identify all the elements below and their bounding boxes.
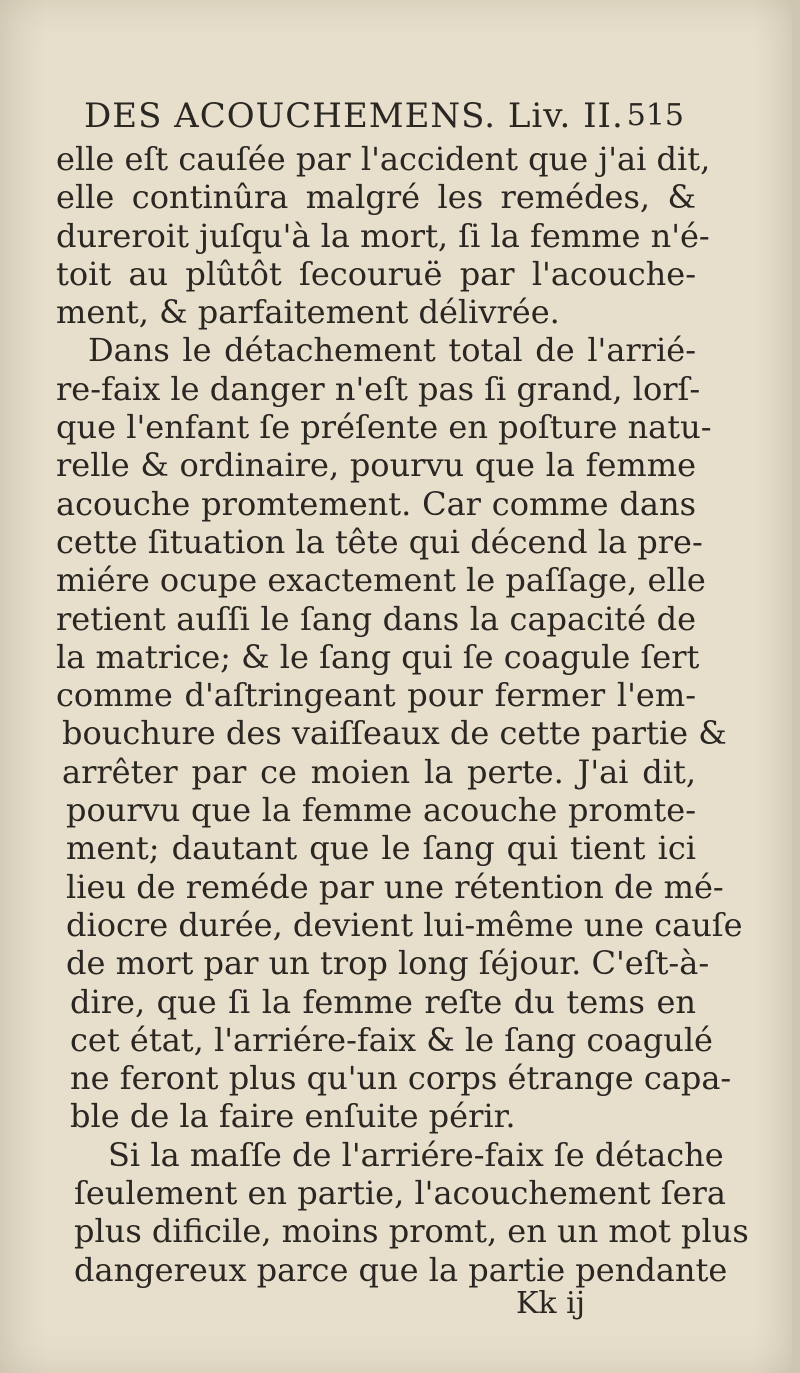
text-line: ment, & parfaitement délivrée. (56, 293, 560, 332)
text-line: elle eſt cauſée par l'accident que j'ai dit, (56, 140, 711, 178)
text-line: retient auſſi le ſang dans la capacité de (56, 599, 696, 638)
text-line: de mort par un trop long ſéjour. C'eſt-à- (66, 944, 710, 983)
text-line: ment; dautant que le ſang qui tient ici (66, 829, 696, 868)
text-line: comme d'aſtringeant pour fermer l'em- (56, 676, 696, 715)
text-line: pourvu que la femme acouche promte- (66, 791, 696, 830)
signature-mark: Kk ij (516, 1286, 586, 1321)
text-line: lieu de reméde par une rétention de mé- (66, 867, 724, 906)
text-line: plus dificile, moins promt, en un mot plus (74, 1212, 749, 1251)
page-edge (792, 0, 800, 1373)
text-line: bouchure des vaiſſeaux de cette partie & (62, 714, 727, 753)
text-line: ſeulement en partie, l'acouchement ſera (74, 1174, 726, 1213)
text-line: Si la maſſe de l'arriére-faix ſe détache (108, 1135, 724, 1174)
running-title: DES ACOUCHEMENS. Liv. II. (84, 96, 624, 136)
running-header (84, 96, 684, 140)
text-line: que l'enfant ſe préſente en poſture natu- (56, 408, 712, 447)
text-line: toit au plûtôt ſecouruë par l'acouche- (56, 254, 696, 293)
text-line: arrêter par ce moien la perte. J'ai dit, (62, 752, 696, 791)
text-line: acouche promtement. Car comme dans (56, 484, 696, 523)
text-line: ble de la faire enſuite périr. (70, 1097, 516, 1136)
text-line: la matrice; & le ſang qui ſe coagule ſert (56, 637, 700, 676)
text-line: miére ocupe exactement le paſſage, elle (56, 561, 706, 600)
page-number: 515 (626, 98, 684, 133)
text-line: Dans le détachement total de l'arrié- (88, 331, 696, 370)
text-line: relle & ordinaire, pourvu que la femme (56, 446, 696, 485)
text-line: cet état, l'arriére-faix & le ſang coagulé (70, 1020, 713, 1059)
text-line: cette ſituation la tête qui décend la pre- (56, 522, 703, 561)
text-line: dire, que ſi la femme reſte du tems en (70, 982, 696, 1021)
text-line: dangereux parce que la partie pendante (74, 1250, 728, 1289)
text-line: elle continûra malgré les remédes, & (56, 178, 696, 217)
body-text (56, 140, 749, 1289)
text-line: ne feront plus qu'un corps étrange capa- (70, 1059, 732, 1098)
text-line: diocre durée, devient lui-même une cauſe (66, 905, 743, 944)
text-line: re-faix le danger n'eſt pas ſi grand, lorſ- (56, 369, 701, 408)
text-line: dureroit juſqu'à la mort, ſi la femme n'é- (56, 216, 710, 255)
